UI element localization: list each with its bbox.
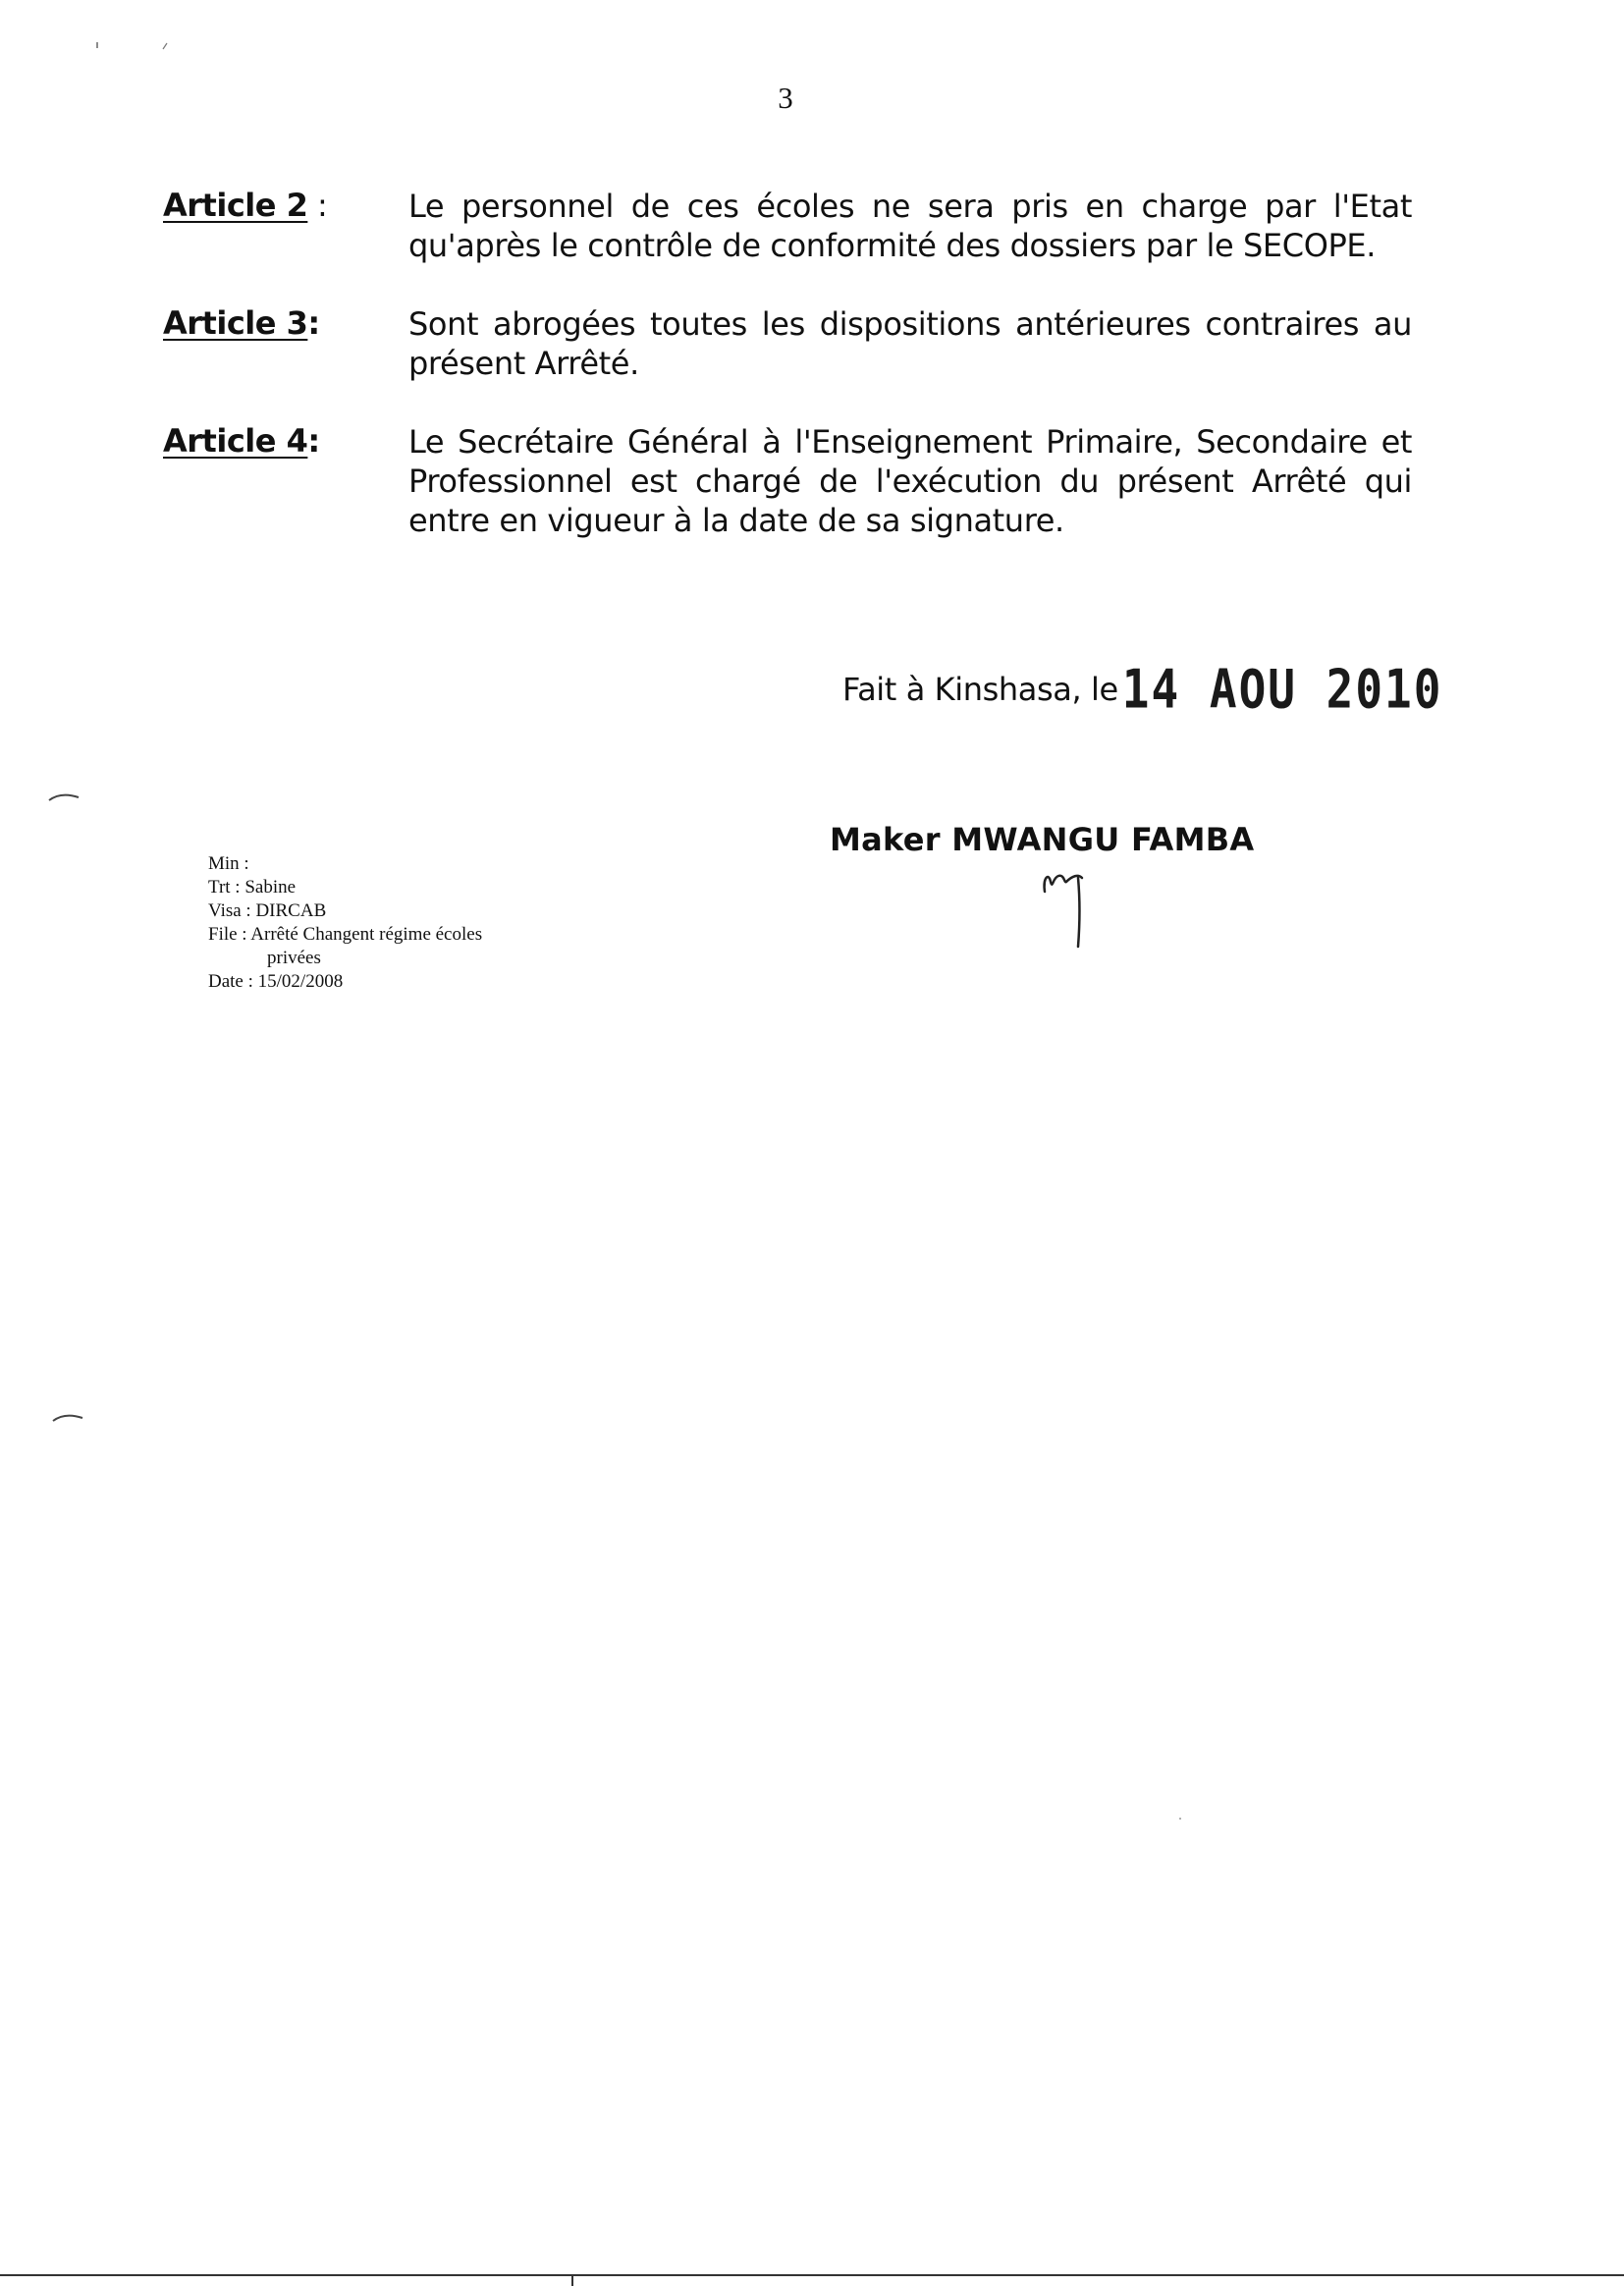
place-and-date <box>842 657 1443 721</box>
article-label: Article 4: <box>163 422 320 460</box>
article-text: Sont abrogées toutes les dispositions antérieures contraires au présent Arrêté. <box>408 305 1412 382</box>
ref-visa: Visa : DIRCAB <box>208 900 327 921</box>
article-label: Article 3: <box>163 304 320 342</box>
signatory-name: Maker MWANGU FAMBA <box>830 821 1255 858</box>
ref-trt: Trt : Sabine <box>208 877 297 898</box>
reference-block <box>208 852 621 994</box>
article-label: Article 2 : <box>163 187 328 224</box>
place-text: Fait à Kinshasa, le <box>842 671 1118 708</box>
ref-min: Min : <box>208 853 249 874</box>
ref-date: Date : 15/02/2008 <box>208 971 344 992</box>
punch-hole-mark <box>51 1412 84 1424</box>
date-stamp: 14 AOU 2010 <box>1121 657 1443 721</box>
punch-hole-mark <box>47 791 81 803</box>
page-bottom-tick <box>571 2274 573 2286</box>
scan-speck <box>1178 1817 1182 1821</box>
ref-file-continuation: privées <box>267 948 321 968</box>
page-bottom-edge <box>0 2274 1624 2276</box>
article-text: Le Secrétaire Général à l'Enseignement Primaire, Secondaire et Professionnel est chargé de l'exécution du présent Arrêté qui entre en vigueur à la date de sa signature. <box>408 423 1412 539</box>
page-number: 3 <box>778 81 793 115</box>
ref-file: File : Arrêté Changent régime écoles <box>208 924 483 945</box>
scan-speck <box>94 41 100 49</box>
scan-speck <box>161 41 169 51</box>
handwritten-signature <box>1039 864 1117 952</box>
article-text: Le personnel de ces écoles ne sera pris en charge par l'Etat qu'après le contrôle de conformité des dossiers par le SECOPE. <box>408 188 1412 264</box>
